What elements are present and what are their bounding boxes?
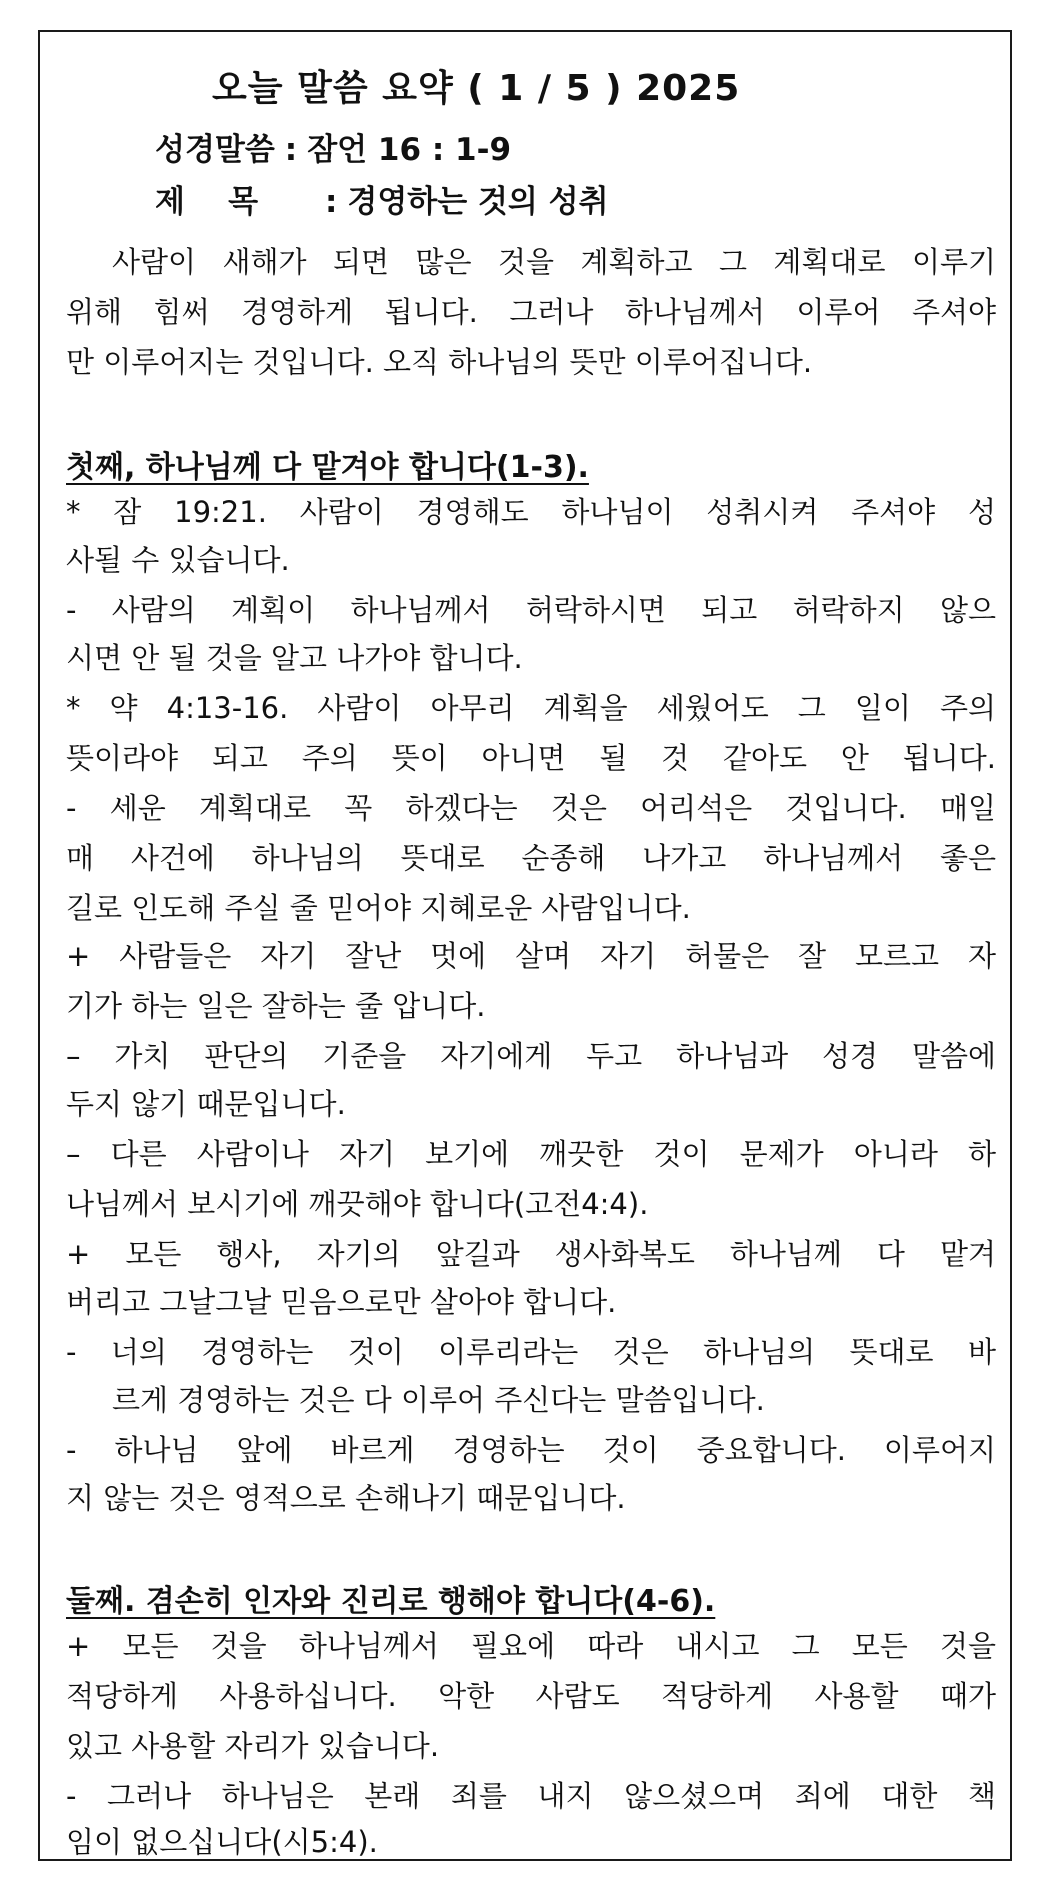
colon-separator: : — [284, 132, 298, 168]
section1-line: 시면 안 될 것을 알고 나가야 합니다. — [66, 641, 523, 675]
section1-line: 사될 수 있습니다. — [66, 543, 290, 577]
section1-line: 나님께서 보시기에 깨끗해야 합니다(고전4:4). — [66, 1187, 649, 1221]
section1-line: 매 사건에 하나님의 뜻대로 순종해 나가고 하나님께서 좋은 — [66, 841, 996, 875]
scripture-label: 성경말씀 — [155, 132, 275, 168]
intro-line: 위해 힘써 경영하게 됩니다. 그러나 하나님께서 이루어 주셔야 — [66, 295, 996, 329]
section2-heading: 둘째. 겸손히 인자와 진리로 행해야 합니다(4-6). — [66, 1584, 716, 1619]
intro-line: 만 이루어지는 것입니다. 오직 하나님의 뜻만 이루어집니다. — [66, 345, 813, 379]
section1-line: 두지 않기 때문입니다. — [66, 1087, 346, 1121]
scripture-reference — [155, 124, 511, 169]
page-title: 오늘 말씀 요약 ( 1 / 5 ) 2025 — [212, 68, 741, 109]
section1-line: 르게 경영하는 것은 다 이루어 주신다는 말씀입니다. — [112, 1383, 765, 1417]
section2-line: 있고 사용할 자리가 있습니다. — [66, 1729, 440, 1763]
section1-line: * 잠 19:21. 사람이 경영해도 하나님이 성취시켜 주셔야 성 — [66, 495, 996, 529]
section1-line: 버리고 그날그날 믿음으로만 살아야 합니다. — [66, 1285, 617, 1319]
section2-line: - 그러나 하나님은 본래 죄를 내지 않으셨으며 죄에 대한 책 — [66, 1779, 996, 1813]
section1-line: 길로 인도해 주실 줄 믿어야 지혜로운 사람입니다. — [66, 891, 691, 925]
section1-line: + 모든 행사, 자기의 앞길과 생사화복도 하나님께 다 맡겨 — [66, 1237, 996, 1271]
intro-line: 사람이 새해가 되면 많은 것을 계획하고 그 계획대로 이루기 — [112, 245, 996, 279]
section1-line: - 세운 계획대로 꼭 하겠다는 것은 어리석은 것입니다. 매일 — [66, 791, 996, 825]
section1-line: - 너의 경영하는 것이 이루리라는 것은 하나님의 뜻대로 바 — [66, 1335, 996, 1369]
section1-line: - 하나님 앞에 바르게 경영하는 것이 중요합니다. 이루어지 — [66, 1433, 996, 1467]
section1-line: 기가 하는 일은 잘하는 줄 압니다. — [66, 989, 486, 1023]
subject-value: 경영하는 것의 성취 — [347, 184, 609, 220]
section1-line: – 다른 사람이나 자기 보기에 깨끗한 것이 문제가 아니라 하 — [66, 1137, 996, 1171]
section2-line: 적당하게 사용하십니다. 악한 사람도 적당하게 사용할 때가 — [66, 1679, 996, 1713]
subject-label: 제 목 — [155, 184, 259, 220]
section1-line: 뜻이라야 되고 주의 뜻이 아니면 될 것 같아도 안 됩니다. — [66, 741, 996, 775]
section2-line: + 모든 것을 하나님께서 필요에 따라 내시고 그 모든 것을 — [66, 1629, 996, 1663]
section1-line: + 사람들은 자기 잘난 멋에 살며 자기 허물은 잘 모르고 자 — [66, 939, 996, 973]
section1-line: 지 않는 것은 영적으로 손해나기 때문입니다. — [66, 1481, 626, 1515]
section1-heading: 첫째, 하나님께 다 맡겨야 합니다(1-3). — [66, 450, 589, 485]
scripture-value: 잠언 16 : 1-9 — [307, 132, 512, 168]
section1-line: – 가치 판단의 기준을 자기에게 두고 하나님과 성경 말씀에 — [66, 1039, 996, 1073]
section1-line: - 사람의 계획이 하나님께서 허락하시면 되고 허락하지 않으 — [66, 593, 996, 627]
colon-separator: : — [325, 184, 338, 220]
section2-line: 임이 없으십니다(시5:4). — [66, 1825, 378, 1859]
sermon-subject — [155, 176, 609, 221]
section1-line: * 약 4:13-16. 사람이 아무리 계획을 세웠어도 그 일이 주의 — [66, 691, 996, 725]
